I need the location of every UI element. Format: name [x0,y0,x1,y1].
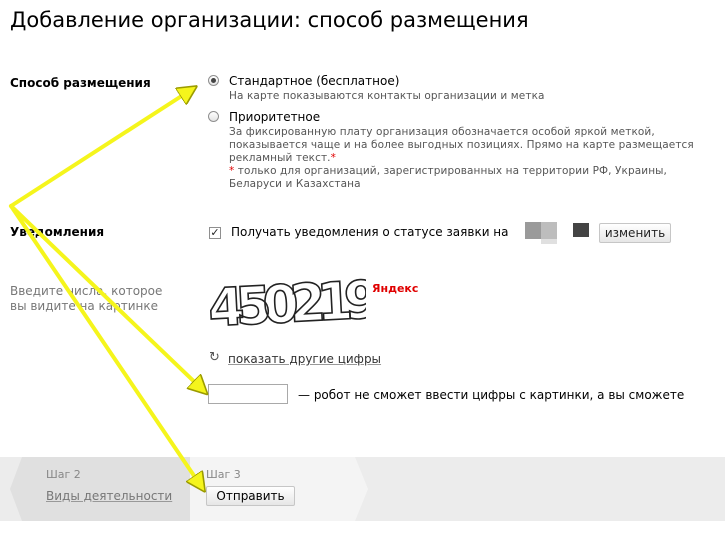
arrow-to-submit [11,206,203,489]
captcha-digits [206,270,366,332]
captcha-prompt: Введите числа, которое вы видите на картинке [10,284,163,313]
change-email-button[interactable]: изменить [599,223,671,243]
notifications-label: Уведомления [10,225,105,239]
captcha-image [206,270,366,332]
footnote-text: только для организаций, зарегистрированных на территории РФ, Украины, Беларуси и Казахстана [229,165,667,190]
option-standard-title[interactable]: Стандартное (бесплатное) [229,74,400,88]
arrow-to-placement [11,88,194,206]
step-2-label: Шаг 2 [46,468,81,481]
submit-button[interactable]: Отправить [206,486,295,506]
notification-checkbox[interactable]: ✓ [210,226,220,239]
step-2-link[interactable]: Виды деятельности [46,489,173,503]
option-standard-description: На карте показываются контакты организации и метка [229,90,545,102]
placement-label: Способ размещения [10,76,151,90]
radio-priority[interactable] [208,111,219,122]
radio-standard[interactable] [208,75,219,86]
option-priority-title[interactable]: Приоритетное [229,110,321,124]
captcha-code-text: 450219 [206,270,366,332]
show-other-digits-link[interactable]: показать другие цифры [228,352,382,366]
step-3-label: Шаг 3 [206,468,241,481]
option-priority-text: За фиксированную плату организация обозначается особой яркой меткой, показывается чаще и на более выгодных позициях. Прямо на карте размещается рекламный текст. [229,126,694,164]
notification-checkbox-label[interactable]: Получать уведомления о статусе заявки на [231,225,509,239]
redacted-email-block [525,222,557,239]
footnote-mark: * [229,165,235,177]
captcha-hint: — робот не сможет ввести цифры с картинки, а вы сможете [298,388,685,402]
yandex-logo: Яндекс [372,282,419,295]
refresh-icon[interactable]: ↻ [209,350,220,365]
captcha-input[interactable] [208,384,288,404]
required-asterisk: * [330,152,336,164]
option-priority-description [229,126,697,191]
redacted-email-block-dark [573,223,589,237]
page-title: Добавление организации: способ размещения [10,8,529,32]
redacted-email-shadow [541,239,557,244]
